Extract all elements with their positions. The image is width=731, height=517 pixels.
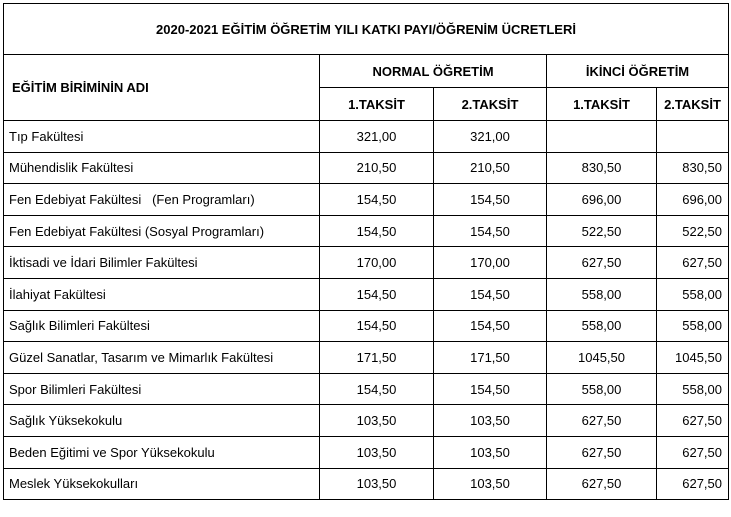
header-normal-installment-1: 1.TAKSİT <box>320 88 434 121</box>
unit-name-cell: İlahiyat Fakültesi <box>4 278 320 310</box>
normal-installment-1-cell: 154,50 <box>320 373 434 405</box>
table-row <box>4 342 729 374</box>
table-row <box>4 373 729 405</box>
table-title: 2020-2021 EĞİTİM ÖĞRETİM YILI KATKI PAYI/ÖĞRENİM ÜCRETLERİ <box>4 4 729 55</box>
second-installment-1-cell: 830,50 <box>547 152 657 184</box>
normal-installment-1-cell: 103,50 <box>320 405 434 437</box>
unit-name-cell: Sağlık Bilimleri Fakültesi <box>4 310 320 342</box>
second-installment-1-cell: 627,50 <box>547 405 657 437</box>
table-row <box>4 184 729 216</box>
second-installment-1-cell: 627,50 <box>547 436 657 468</box>
header-row-1 <box>4 55 729 88</box>
second-installment-1-cell: 558,00 <box>547 310 657 342</box>
table-row <box>4 468 729 500</box>
normal-installment-1-cell: 103,50 <box>320 436 434 468</box>
second-installment-2-cell: 627,50 <box>657 436 729 468</box>
second-installment-1-cell: 627,50 <box>547 247 657 279</box>
second-installment-2-cell: 558,00 <box>657 278 729 310</box>
second-installment-2-cell: 830,50 <box>657 152 729 184</box>
unit-name-cell: Sağlık Yüksekokulu <box>4 405 320 437</box>
unit-name-cell: Mühendislik Fakültesi <box>4 152 320 184</box>
normal-installment-1-cell: 154,50 <box>320 215 434 247</box>
table-row <box>4 405 729 437</box>
header-normal-education: NORMAL ÖĞRETİM <box>320 55 547 88</box>
second-installment-2-cell: 627,50 <box>657 405 729 437</box>
table-row <box>4 121 729 153</box>
normal-installment-2-cell: 103,50 <box>434 468 547 500</box>
fee-table <box>3 3 729 500</box>
unit-name-cell: Meslek Yüksekokulları <box>4 468 320 500</box>
second-installment-1-cell: 558,00 <box>547 373 657 405</box>
table-row <box>4 436 729 468</box>
normal-installment-2-cell: 171,50 <box>434 342 547 374</box>
second-installment-2-cell <box>657 121 729 153</box>
normal-installment-2-cell: 210,50 <box>434 152 547 184</box>
normal-installment-1-cell: 103,50 <box>320 468 434 500</box>
normal-installment-1-cell: 154,50 <box>320 278 434 310</box>
normal-installment-2-cell: 154,50 <box>434 310 547 342</box>
unit-name-cell: Güzel Sanatlar, Tasarım ve Mimarlık Fakültesi <box>4 342 320 374</box>
normal-installment-2-cell: 170,00 <box>434 247 547 279</box>
header-unit-name: EĞİTİM BİRİMİNİN ADI <box>4 55 320 121</box>
unit-name-cell: Tıp Fakültesi <box>4 121 320 153</box>
header-second-installment-2: 2.TAKSİT <box>657 88 729 121</box>
normal-installment-1-cell: 154,50 <box>320 184 434 216</box>
second-installment-2-cell: 696,00 <box>657 184 729 216</box>
header-second-installment-1: 1.TAKSİT <box>547 88 657 121</box>
normal-installment-2-cell: 321,00 <box>434 121 547 153</box>
normal-installment-2-cell: 103,50 <box>434 405 547 437</box>
second-installment-2-cell: 558,00 <box>657 373 729 405</box>
second-installment-1-cell: 558,00 <box>547 278 657 310</box>
unit-name-cell: Beden Eğitimi ve Spor Yüksekokulu <box>4 436 320 468</box>
second-installment-1-cell: 627,50 <box>547 468 657 500</box>
fee-table-body <box>4 4 729 500</box>
fee-table-wrapper <box>3 3 729 500</box>
unit-name-cell: Fen Edebiyat Fakültesi (Fen Programları) <box>4 184 320 216</box>
normal-installment-2-cell: 154,50 <box>434 278 547 310</box>
second-installment-2-cell: 627,50 <box>657 247 729 279</box>
second-installment-2-cell: 558,00 <box>657 310 729 342</box>
unit-name-cell: Fen Edebiyat Fakültesi (Sosyal Programları) <box>4 215 320 247</box>
second-installment-1-cell: 696,00 <box>547 184 657 216</box>
normal-installment-2-cell: 103,50 <box>434 436 547 468</box>
normal-installment-1-cell: 210,50 <box>320 152 434 184</box>
second-installment-2-cell: 627,50 <box>657 468 729 500</box>
normal-installment-1-cell: 170,00 <box>320 247 434 279</box>
table-row <box>4 152 729 184</box>
normal-installment-1-cell: 171,50 <box>320 342 434 374</box>
table-row <box>4 247 729 279</box>
normal-installment-2-cell: 154,50 <box>434 373 547 405</box>
table-row <box>4 278 729 310</box>
second-installment-1-cell: 522,50 <box>547 215 657 247</box>
unit-name-cell: Spor Bilimleri Fakültesi <box>4 373 320 405</box>
table-row <box>4 310 729 342</box>
second-installment-2-cell: 522,50 <box>657 215 729 247</box>
second-installment-2-cell: 1045,50 <box>657 342 729 374</box>
normal-installment-1-cell: 321,00 <box>320 121 434 153</box>
header-normal-installment-2: 2.TAKSİT <box>434 88 547 121</box>
normal-installment-2-cell: 154,50 <box>434 184 547 216</box>
header-second-education: İKİNCİ ÖĞRETİM <box>547 55 729 88</box>
second-installment-1-cell: 1045,50 <box>547 342 657 374</box>
table-row <box>4 215 729 247</box>
unit-name-cell: İktisadi ve İdari Bilimler Fakültesi <box>4 247 320 279</box>
title-row <box>4 4 729 55</box>
normal-installment-2-cell: 154,50 <box>434 215 547 247</box>
normal-installment-1-cell: 154,50 <box>320 310 434 342</box>
second-installment-1-cell <box>547 121 657 153</box>
